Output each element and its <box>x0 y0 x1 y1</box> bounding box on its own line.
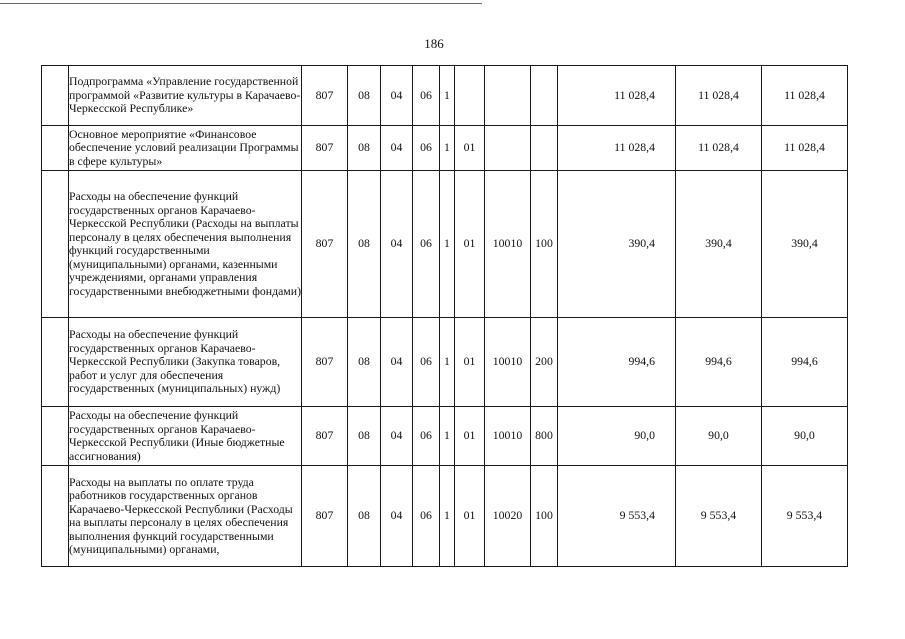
subsection-code-cell: 04 <box>381 318 413 407</box>
subsection-code-cell: 04 <box>381 171 413 318</box>
row-marker-cell <box>42 126 69 171</box>
amount-year1-cell: 994,6 <box>558 318 676 407</box>
amount-year1-cell: 11 028,4 <box>558 126 676 171</box>
amount-year2-cell: 9 553,4 <box>676 466 762 567</box>
program-code-cell: 06 <box>413 66 440 126</box>
table-row <box>42 171 848 318</box>
amount-year3-cell: 994,6 <box>762 318 848 407</box>
main-activity-code-cell: 01 <box>455 318 485 407</box>
direction-code-cell: 10010 <box>485 171 531 318</box>
subsection-code-cell: 04 <box>381 126 413 171</box>
subprogram-code-cell: 1 <box>440 66 455 126</box>
amount-year3-cell: 9 553,4 <box>762 466 848 567</box>
subprogram-code-cell: 1 <box>440 318 455 407</box>
program-code-cell: 06 <box>413 407 440 466</box>
table-row <box>42 407 848 466</box>
table-row <box>42 126 848 171</box>
expense-name-cell: Основное мероприятие «Финансовое обеспечение условий реализации Программы в сфере культуры» <box>69 126 302 171</box>
main-activity-code-cell <box>455 66 485 126</box>
section-code-cell: 08 <box>348 126 381 171</box>
subsection-code-cell: 04 <box>381 407 413 466</box>
subprogram-code-cell: 1 <box>440 466 455 567</box>
expense-type-code-cell <box>531 126 558 171</box>
main-activity-code-cell: 01 <box>455 126 485 171</box>
section-code-cell: 08 <box>348 407 381 466</box>
amount-year2-cell: 390,4 <box>676 171 762 318</box>
amount-year2-cell: 11 028,4 <box>676 66 762 126</box>
budget-table <box>41 65 848 567</box>
expense-type-code-cell: 100 <box>531 466 558 567</box>
amount-year1-cell: 11 028,4 <box>558 66 676 126</box>
section-code-cell: 08 <box>348 66 381 126</box>
expense-type-code-cell <box>531 66 558 126</box>
expense-name-cell: Расходы на обеспечение функций государственных органов Карачаево-Черкесской Республики (Иные бюджетные ассигнования) <box>69 407 302 466</box>
amount-year2-cell: 90,0 <box>676 407 762 466</box>
amount-year3-cell: 11 028,4 <box>762 66 848 126</box>
program-code-cell: 06 <box>413 171 440 318</box>
row-marker-cell <box>42 407 69 466</box>
row-marker-cell <box>42 171 69 318</box>
subprogram-code-cell: 1 <box>440 171 455 318</box>
direction-code-cell: 10010 <box>485 407 531 466</box>
amount-year3-cell: 90,0 <box>762 407 848 466</box>
row-marker-cell <box>42 466 69 567</box>
expense-type-code-cell: 200 <box>531 318 558 407</box>
table-row <box>42 66 848 126</box>
expense-type-code-cell: 800 <box>531 407 558 466</box>
amount-year1-cell: 9 553,4 <box>558 466 676 567</box>
ministry-code-cell: 807 <box>302 171 348 318</box>
page-number: 186 <box>424 36 444 51</box>
ministry-code-cell: 807 <box>302 66 348 126</box>
ministry-code-cell: 807 <box>302 466 348 567</box>
expense-name-cell: Расходы на обеспечение функций государственных органов Карачаево-Черкесской Республики (Закупка товаров, работ и услуг для обеспечения государственных (муниципальных) нужд) <box>69 318 302 407</box>
expense-name-cell: Расходы на обеспечение функций государственных органов Карачаево-Черкесской Республики (Расходы на выплаты персоналу в целях обеспечения выполнения функций государственными (муниципальными) органами, казенными учреждениями, органами управления государственными внебюджетными фондами) <box>69 171 302 318</box>
amount-year2-cell: 11 028,4 <box>676 126 762 171</box>
program-code-cell: 06 <box>413 318 440 407</box>
ministry-code-cell: 807 <box>302 407 348 466</box>
expense-type-code-cell: 100 <box>531 171 558 318</box>
amount-year3-cell: 11 028,4 <box>762 126 848 171</box>
expense-name-cell: Расходы на выплаты по оплате труда работников государственных органов Карачаево-Черкесской Республики (Расходы на выплаты персоналу в целях обеспечения выполнения функций государственными (муниципальными) органами, <box>69 466 302 567</box>
ministry-code-cell: 807 <box>302 318 348 407</box>
subsection-code-cell: 04 <box>381 66 413 126</box>
subprogram-code-cell: 1 <box>440 126 455 171</box>
direction-code-cell <box>485 66 531 126</box>
direction-code-cell: 10020 <box>485 466 531 567</box>
section-code-cell: 08 <box>348 171 381 318</box>
amount-year2-cell: 994,6 <box>676 318 762 407</box>
ministry-code-cell: 807 <box>302 126 348 171</box>
expense-name-cell: Подпрограмма «Управление государственной программой «Развитие культуры в Карачаево-Черкесской Республике» <box>69 66 302 126</box>
amount-year1-cell: 390,4 <box>558 171 676 318</box>
table-row <box>42 318 848 407</box>
row-marker-cell <box>42 318 69 407</box>
direction-code-cell: 10010 <box>485 318 531 407</box>
subprogram-code-cell: 1 <box>440 407 455 466</box>
row-marker-cell <box>42 66 69 126</box>
main-activity-code-cell: 01 <box>455 407 485 466</box>
main-activity-code-cell: 01 <box>455 466 485 567</box>
direction-code-cell <box>485 126 531 171</box>
table-row <box>42 466 848 567</box>
amount-year3-cell: 390,4 <box>762 171 848 318</box>
program-code-cell: 06 <box>413 466 440 567</box>
subsection-code-cell: 04 <box>381 466 413 567</box>
main-activity-code-cell: 01 <box>455 171 485 318</box>
amount-year1-cell: 90,0 <box>558 407 676 466</box>
section-code-cell: 08 <box>348 318 381 407</box>
top-rule <box>0 3 482 4</box>
section-code-cell: 08 <box>348 466 381 567</box>
program-code-cell: 06 <box>413 126 440 171</box>
